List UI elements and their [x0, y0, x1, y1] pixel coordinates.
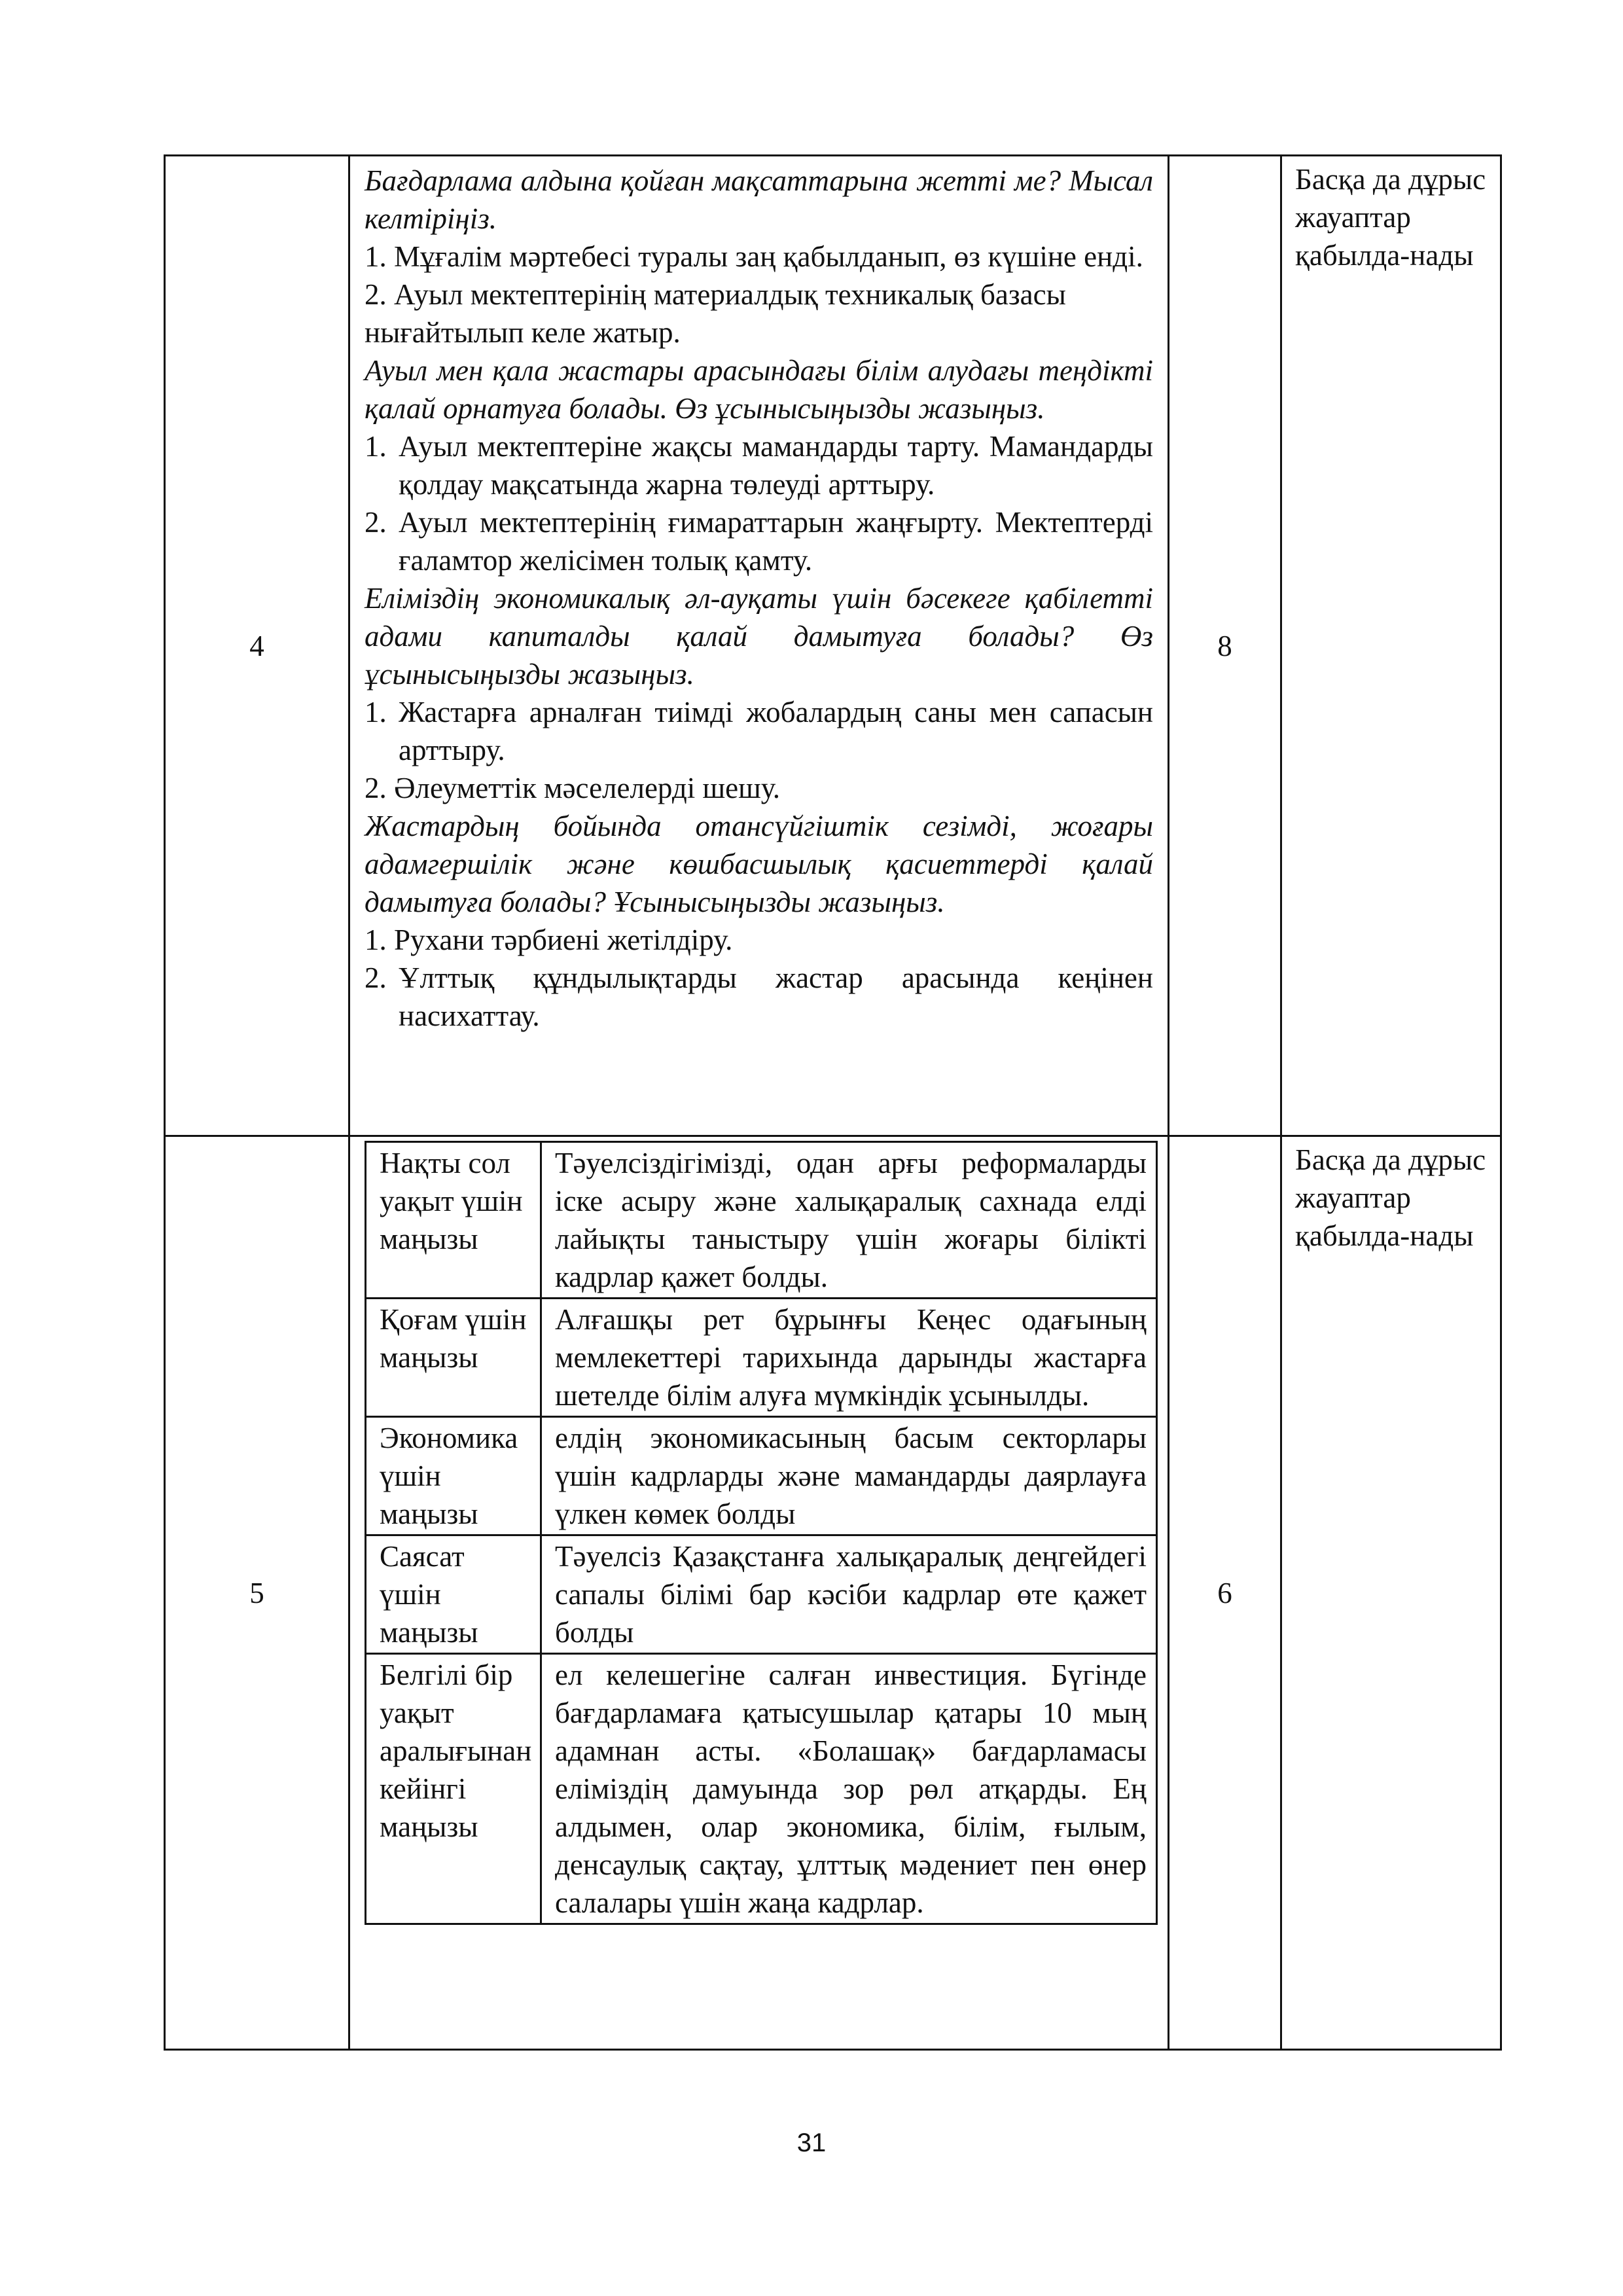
answer-line: 2. Әлеуметтік мәселелерді шешу.: [365, 772, 780, 804]
answer-line: 1. Мұғалім мәртебесі туралы заң қабылданып, өз күшіне енді.: [365, 240, 1143, 273]
table-row: [165, 1136, 1501, 2050]
score-value: 8: [1169, 156, 1281, 1136]
grading-note: Басқа да дұрыс жауаптар қабылда-нады: [1281, 1136, 1501, 2050]
aspect-label: Саясат үшін маңызы: [366, 1535, 541, 1654]
task-number: 4: [165, 156, 349, 1136]
question-text: Бағдарлама алдына қойған мақсаттарына жетті ме? Мысал келтіріңіз.: [365, 164, 1153, 235]
list-number: 1.: [365, 430, 387, 463]
sub-row: [366, 1142, 1157, 1299]
list-text: Ұлттық құндылықтарды жастар арасында кеңінен насихаттау.: [399, 961, 1153, 1032]
aspect-label: Нақты сол уақыт үшін маңызы: [366, 1142, 541, 1299]
answer-content: [349, 156, 1169, 1136]
answer-content: [349, 1136, 1169, 2050]
page-number: 31: [796, 2128, 827, 2157]
list-text: Жастарға арналған тиімді жобалардың саны мен сапасын арттыру.: [399, 696, 1153, 766]
assessment-table: [164, 154, 1502, 2051]
answer-line: 1. Рухани тәрбиені жетілдіру.: [365, 924, 733, 956]
table-row: [165, 156, 1501, 1136]
list-item: [365, 959, 1153, 1035]
score-value: 6: [1169, 1136, 1281, 2050]
aspect-text: Тәуелсіз Қазақстанға халықаралық деңгейдегі сапалы білімі бар кәсіби кадрлар өте қажет болды: [541, 1535, 1157, 1654]
aspect-label: Экономика үшін маңызы: [366, 1417, 541, 1535]
list-number: 2.: [365, 506, 387, 539]
aspect-text: ел келешегіне салған инвестиция. Бүгінде бағдарламаға қатысушылар қатары 10 мың адамнан асты. «Болашақ» бағдарламасы еліміздің дамуында зор рөл атқарды. Ең алдымен, олар экономика, білім, ғылым, денсаулық сақтау, ұлттық мәдениет пен өнер салалары үшін жаңа кадрлар.: [541, 1654, 1157, 1924]
list-text: Ауыл мектептерінің ғимараттарын жаңғырту. Мектептерді ғаламтор желісімен толық қамту.: [399, 506, 1153, 577]
aspect-label: Қоғам үшін маңызы: [366, 1299, 541, 1417]
list-item: [365, 503, 1153, 579]
sub-row: [366, 1654, 1157, 1924]
list-number: 1.: [365, 696, 387, 728]
list-number: 2.: [365, 961, 387, 994]
aspect-text: елдің экономикасының басым секторлары үшін кадрларды және мамандарды даярлауға үлкен көмек болды: [541, 1417, 1157, 1535]
sub-row: [366, 1417, 1157, 1535]
question-text: Жастардың бойында отансүйгіштік сезімді, жоғары адамгершілік және көшбасшылық қасиеттерді қалай дамытуға болады? Ұсынысыңызды жазыңыз.: [365, 810, 1153, 918]
grading-note: Басқа да дұрыс жауаптар қабылда-нады: [1281, 156, 1501, 1136]
question-text: Ауыл мен қала жастары арасындағы білім алудағы теңдікті қалай орнатуға болады. Өз ұсынысыңызды жазыңыз.: [365, 354, 1153, 425]
significance-table: [365, 1141, 1158, 1925]
list-item: [365, 427, 1153, 503]
aspect-text: Тәуелсіздігімізді, одан арғы реформаларды іске асыру және халықаралық сахнада елді лайықты таныстыру үшін жоғары білікті кадрлар қажет болды.: [541, 1142, 1157, 1299]
aspect-label: Белгілі бір уақыт аралығынан кейінгі маңызы: [366, 1654, 541, 1924]
sub-row: [366, 1299, 1157, 1417]
list-item: [365, 693, 1153, 769]
list-text: Ауыл мектептеріне жақсы мамандарды тарту. Мамандарды қолдау мақсатында жарна төлеуді арттыру.: [399, 430, 1153, 501]
task-number: 5: [165, 1136, 349, 2050]
question-text: Еліміздің экономикалық әл-ауқаты үшін бәсекеге қабілетті адами капиталды қалай дамытуға болады? Өз ұсынысыңызды жазыңыз.: [365, 582, 1153, 691]
aspect-text: Алғашқы рет бұрынғы Кеңес одағының мемлекеттері тарихында дарынды жастарға шетелде білім алуға мүмкіндік ұсынылды.: [541, 1299, 1157, 1417]
sub-row: [366, 1535, 1157, 1654]
answer-line: 2. Ауыл мектептерінің материалдық техникалық базасы нығайтылып келе жатыр.: [365, 278, 1066, 349]
